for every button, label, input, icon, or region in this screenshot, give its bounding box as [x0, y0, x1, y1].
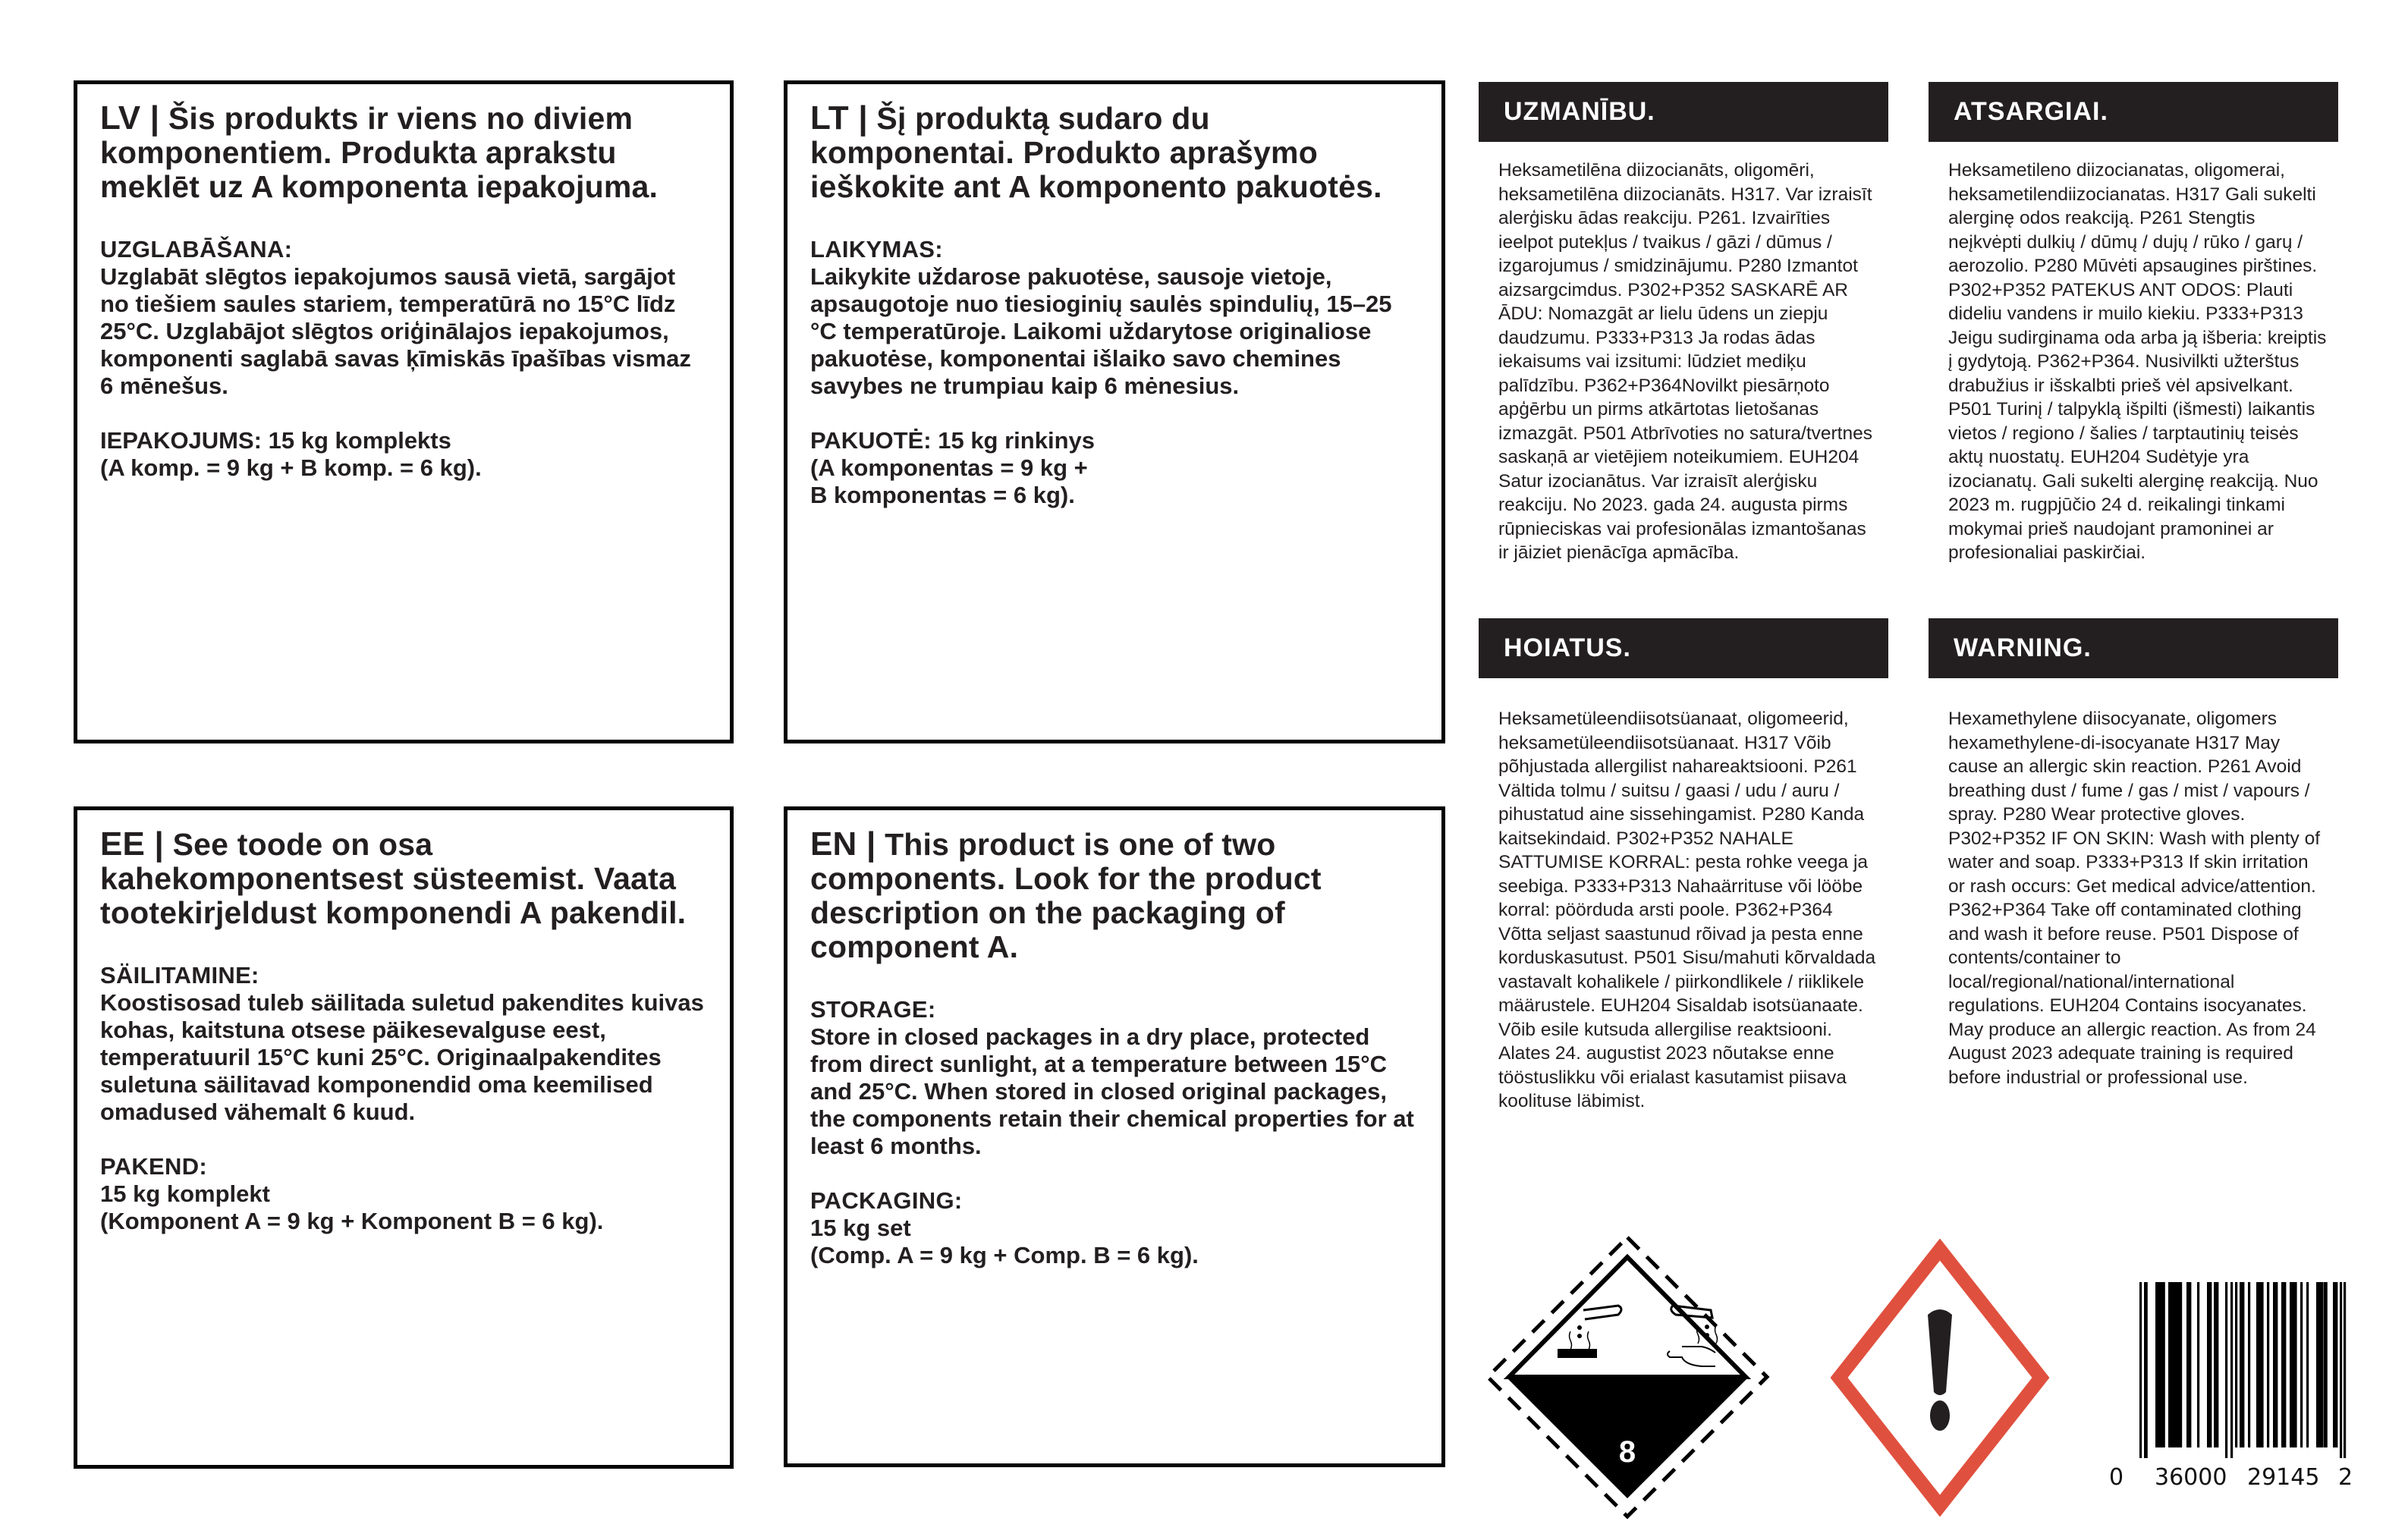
packaging-line: PAKUOTĖ: 15 kg rinkinys: [810, 427, 1095, 454]
packaging-line: 15 kg komplekt: [100, 1180, 270, 1207]
warning-header: HOIATUS.: [1479, 618, 1888, 678]
panel-ee-intro: EE | See toode on osa kahekomponentsest süsteemist. Vaata tootekirjeldust komponendi A pakendil.: [100, 825, 687, 930]
barcode-group-left: 36000: [2155, 1464, 2227, 1491]
packaging-title: PACKAGING:: [810, 1187, 963, 1214]
packaging-title: PAKUOTĖ:: [810, 427, 932, 454]
barcode-bar: [2273, 1282, 2278, 1447]
panel-lt: [784, 80, 1445, 743]
barcode-bar: [2186, 1282, 2191, 1447]
barcode-bar: [2168, 1282, 2180, 1447]
packaging-detail: (A komp. = 9 kg + B komp. = 6 kg).: [100, 454, 482, 481]
barcode: [2109, 1282, 2352, 1502]
barcode-bar: [2197, 1282, 2199, 1447]
packaging-title: PAKEND:: [100, 1153, 208, 1180]
barcode-bar: [2207, 1282, 2212, 1447]
barcode-bar: [2306, 1282, 2309, 1447]
barcode-bar: [2240, 1282, 2244, 1447]
class-number: 8: [1618, 1435, 1636, 1469]
storage-text: Uzglabāt slēgtos iepakojumos sausā vietā, sargājot no tiešiem saules stariem, temperatūrā no 15°C līdz 25°C. Uzglabājot slēgtos oriģinālajos iepakojumos, komponenti saglabā savas ķīmiskās īpašības vismaz 6 mēnešus.: [100, 263, 691, 399]
panel-lv: [74, 80, 734, 743]
exclamation-mark-icon: [1678, 1239, 2054, 1517]
barcode-bar: [2225, 1282, 2227, 1458]
barcode-bar: [2214, 1282, 2218, 1447]
language-code: EE |: [100, 825, 165, 863]
warning-block-lv: [1479, 82, 1888, 565]
barcode-bar: [2144, 1282, 2148, 1458]
warning-block-ee: [1479, 618, 1888, 1114]
barcode-bar: [2340, 1282, 2342, 1458]
warning-header: WARNING.: [1929, 618, 2338, 678]
barcode-bar: [2290, 1282, 2297, 1447]
barcode-digit-last: 2: [2338, 1464, 2353, 1491]
barcode-bar: [2333, 1282, 2337, 1447]
barcode-bar: [2248, 1282, 2250, 1447]
storage-text: Koostisosad tuleb säilitada suletud pakendites kuivas kohas, kaitstuna otsese päikesevalguse eest, temperatuuril 15°C kuni 25°C. Originaalpakendites suletuna säilitavad komponendid oma keemilised omadused vähemalt 6 kuud.: [100, 989, 704, 1125]
packaging-detail: (Comp. A = 9 kg + Comp. B = 6 kg).: [810, 1242, 1199, 1268]
storage-title: UZGLABĀŠANA:: [100, 236, 293, 262]
warning-text: Heksametilēna diizocianāts, oligomēri, heksametilēna diizocianāts. H317. Var izraisīt alerģisku ādas reakciju. P261. Izvairīties ieelpot putekļus / tvaikus / gāzi / dūmus / izgarojumus / smidzinājumu. P280 Izmantot aizsargcimdus. P302+P352 SASKARĒ AR ĀDU: Nomazgāt ar lielu ūdens un ziepju daudzumu. P333+P313 Ja rodas ādas iekaisums vai izsitumi: lūdziet mediķu palīdzību. P362+P364Novilkt piesārņoto apģērbu un pirms atkārtotas lietošanas izmazgāt. P501 Atbrīvoties no satura/tvertnes saskaņā ar vietējiem noteikumiem. EUH204 Satur izocianātus. Var izraisīt alerģisku reakciju. No 2023. gada 24. augusta pirms rūpnieciskas vai profesionālas izmantošanas ir jāiziet pienācīga apmācība.: [1498, 160, 1872, 563]
packaging-line: IEPAKOJUMS: 15 kg komplekts: [100, 427, 451, 454]
barcode-bar: [2256, 1282, 2264, 1447]
panel-en: [784, 806, 1445, 1467]
packaging-title: IEPAKOJUMS:: [100, 427, 262, 454]
packaging-line: 15 kg set: [810, 1215, 911, 1241]
warning-header: ATSARGIAI.: [1929, 82, 2338, 142]
barcode-bar: [2324, 1282, 2328, 1447]
packaging-detail: (Komponent A = 9 kg + Komponent B = 6 kg).: [100, 1208, 604, 1234]
barcode-bar: [2235, 1282, 2237, 1447]
barcode-bar: [2139, 1282, 2142, 1458]
warning-block-en: [1929, 618, 2338, 1089]
barcode-bar: [2267, 1282, 2269, 1447]
barcode-group-right: 29145: [2247, 1464, 2320, 1491]
language-code: LT |: [810, 99, 868, 137]
barcode-bars: [2109, 1282, 2352, 1464]
storage-title: LAIKYMAS:: [810, 236, 943, 262]
warning-text: Hexamethylene diisocyanate, oligomers hexamethylene-di-isocyanate H317 May cause an allergic skin reaction. P261 Avoid breathing dust / fume / gas / mist / vapours / spray. P280 Wear protective gloves. P302+P352 IF ON SKIN: Wash with plenty of water and soap. P333+P313 If skin irritation or rash occurs: Get medical advice/attention. P362+P364 Take off contaminated clothing and wash it before reuse. P501 Dispose of contents/container to local/regional/national/international regulations. EUH204 Contains isocyanates. May produce an allergic reaction. As from 24 August 2023 adequate training is required before industrial or professional use.: [1948, 709, 2320, 1088]
panel-ee: [74, 806, 734, 1469]
storage-title: STORAGE:: [810, 996, 936, 1023]
barcode-bar: [2300, 1282, 2303, 1447]
barcode-bar: [2180, 1282, 2182, 1447]
storage-text: Laikykite uždarose pakuotėse, sausoje vietoje, apsaugotoje nuo tiesioginių saulės spindulių, 15–25 °C temperatūroje. Laikomi uždarytose originaliose pakuotėse, komponentai išlaiko savo chemines savybes ne trumpiau kaip 6 mėnesius.: [810, 263, 1392, 399]
warning-header: UZMANĪBU.: [1479, 82, 1888, 142]
barcode-bar: [2230, 1282, 2233, 1458]
storage-text: Store in closed packages in a dry place, protected from direct sunlight, at a temperature between 15°C and 25°C. When stored in closed original packages, the components retain their chemical properties for at least 6 months.: [810, 1023, 1414, 1159]
barcode-bar: [2316, 1282, 2324, 1447]
panel-en-intro: EN | This product is one of two components. Look for the product description on the packaging of component A.: [810, 825, 1322, 964]
packaging-detail: (A komponentas = 9 kg +: [810, 454, 1088, 481]
barcode-bar: [2281, 1282, 2286, 1447]
language-code: LV |: [100, 99, 160, 137]
barcode-digit-first: 0: [2109, 1464, 2124, 1491]
barcode-bar: [2161, 1282, 2165, 1447]
warning-block-lt: [1929, 82, 2338, 565]
packaging-detail: B komponentas = 6 kg).: [810, 482, 1075, 508]
warning-text: Heksametüleendiisotsüanaat, oligomeerid, heksametüleendiisotsüanaat. H317 Võib põhjustada allergilist nahareaktsiooni. P261 Vältida tolmu / suitsu / gaasi / udu / auru / pihustatud aine sissehingamist. P280 Kanda kaitsekindaid. P302+P352 NAHALE SATTUMISE KORRAL: pesta rohke veega ja seebiga. P333+P313 Nahaärrituse või lööbe korral: pöörduda arsti poole. P362+P364 Võtta seljast saastunud rõivad ja pesta enne korduskasutust. P501 Sisu/mahuti kõrvaldada vastavalt kohalikele / piirkondlikele / riiklikele määrustele. EUH204 Sisaldab isotsüanaate. Võib esile kutsuda allergilise reaktsiooni. Alates 24. augustist 2023 nõutakse enne tööstuslikku või erialast kasutamist piisava koolituse läbimist.: [1498, 709, 1876, 1111]
barcode-bar: [2344, 1282, 2346, 1458]
language-code: EN |: [810, 825, 876, 863]
storage-title: SÄILITAMINE:: [100, 962, 259, 989]
panel-lt-intro: LT | Šį produktą sudaro du komponentai. Produkto aprašymo ieškokite ant A komponento pakuotės.: [810, 99, 1382, 204]
warning-text: Heksametileno diizocianatas, oligomerai, heksametilendiizocianatas. H317 Gali sukelti alerginę odos reakciją. P261 Stengtis neįkvėpti dulkių / dūmų / dujų / rūko / garų / aerozolio. P280 Mūvėti apsaugines pirštines. P302+P352 PATEKUS ANT ODOS: Plauti dideliu vandens ir muilo kiekiu. P333+P313 Jeigu sudirginama oda arba ją išberia: kreiptis į gydytoją. P362+P364. Nusivilkti užterštus drabužius ir išskalbti prieš vėl apsivelkant. P501 Turinį / talpyklą išpilti (išmesti) laikantis vietos / regiono / šalies / tarptautinių teisės aktų nuostatų. EUH204 Sudėtyje yra izocianatų. Gali sukelti alerginę reakciją. Nuo 2023 m. rugpjūčio 24 d. reikalingi tinkami mokymai prieš naudojant pramoninei ar profesionaliai paskirčiai.: [1948, 160, 2327, 563]
panel-lv-intro: LV | Šis produkts ir viens no diviem komponentiem. Produkta aprakstu meklēt uz A komponenta iepakojuma.: [100, 99, 659, 204]
